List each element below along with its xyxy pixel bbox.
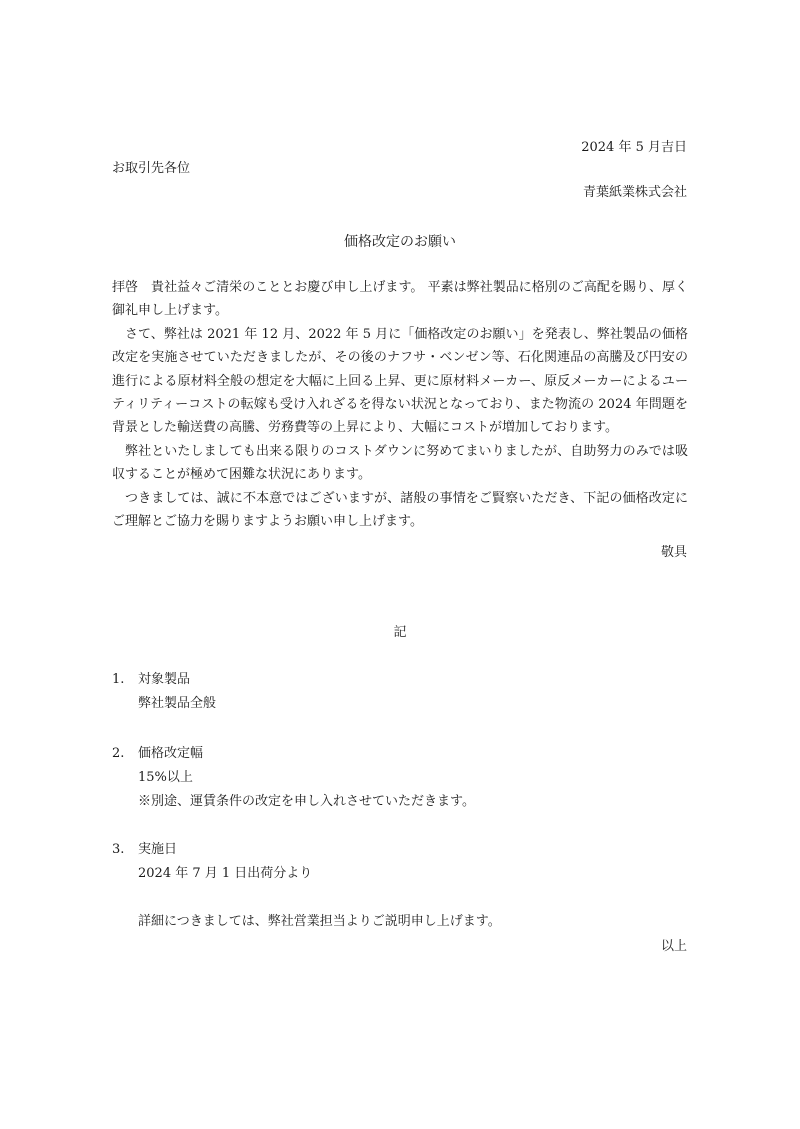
item-value-note: ※別途、運賃条件の改定を申し入れさせていただきます。 [138, 794, 475, 809]
body-paragraph: つきましては、誠に不本意ではございますが、諸般の事情をご賢察いただき、下記の価格改定にご理解とご協力を賜りますようお願い申し上げます。 [112, 490, 688, 530]
letter-title: 価格改定のお願い [344, 234, 456, 250]
item-number: 1. [112, 672, 125, 687]
body-paragraph: さて、弊社は 2021 年 12 月、2022 年 5 月に「価格改定のお願い」を発表し、弊社製品の価格改定を実施させていただきましたが、その後のナフサ・ベンゼン等、石化関連品の高騰及び円安の進行による原材料全般の想定を大幅に上回る上昇、更に原材料メーカー、原反メーカーによるユーティリティーコストの転嫁も受け入れざるを得ない状況となっており、また物流の 2024 年問題を背景とした輸送費の高騰、労務費等の上昇により、大幅にコストが増加しております。 [112, 326, 688, 436]
ki-heading: 記 [393, 625, 407, 640]
closing-note: 詳細につきましては、弊社営業担当よりご説明申し上げます。 [138, 914, 501, 929]
item-heading [112, 668, 190, 687]
item-value: 弊社製品全般 [138, 696, 217, 711]
item-heading [112, 742, 203, 761]
item-value: 15%以上 [138, 770, 193, 785]
item-heading-text: 対象製品 [138, 672, 191, 687]
ijou-closing: 以上 [660, 939, 687, 954]
body-paragraph: 弊社といたしましても出来る限りのコストダウンに努めてまいりましたが、自助努力のみでは吸収することが極めて困難な状況にあります。 [112, 443, 688, 483]
item-heading-text: 価格改定幅 [138, 746, 204, 761]
item-heading [112, 838, 177, 857]
item-heading-text: 実施日 [138, 842, 178, 857]
letter-body [112, 276, 688, 533]
keigu-closing: 敬具 [660, 545, 687, 560]
letter-date: 2024 年 5 月吉日 [581, 140, 687, 155]
item-number: 3. [112, 842, 125, 857]
item-number: 2. [112, 746, 125, 761]
item-value: 2024 年 7 月 1 日出荷分より [138, 866, 313, 881]
body-paragraph: 拝啓 貴社益々ご清栄のこととお慶び申し上げます。 平素は弊社製品に格別のご高配を賜り、厚く御礼申し上げます。 [112, 280, 688, 319]
sender-company: 青葉紙業株式会社 [582, 185, 687, 200]
recipient: お取引先各位 [112, 161, 191, 176]
